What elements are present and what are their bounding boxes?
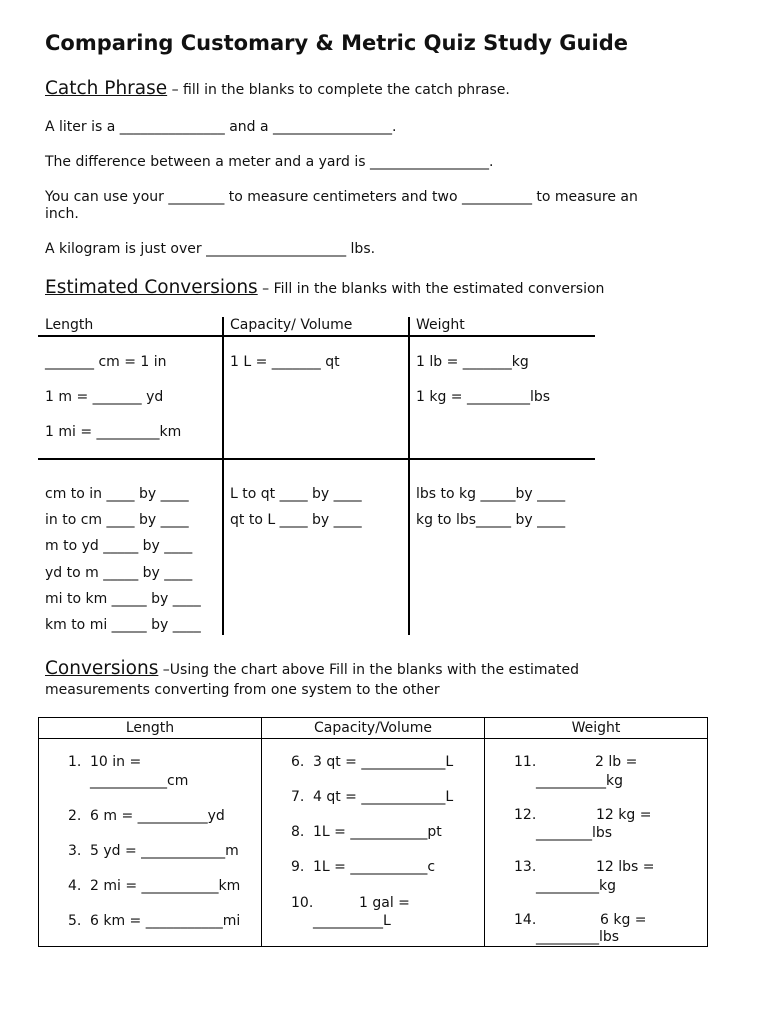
conversion-item: 3 qt = ____________L [313,754,454,770]
conversion-item: 10 in = [90,754,142,770]
conversion-item-cont: _________lbs [536,929,620,945]
conversion-item-cont: _________kg [536,878,616,894]
conversion-item-number: 2. [68,808,82,824]
weight-equivalence: 1 lb = _______kg [416,354,529,370]
conversion-item: 2 mi = ___________km [90,878,241,894]
capacity-rule: L to qt ____ by ____ [230,486,362,502]
conversion-item-number: 4. [68,878,82,894]
estimated-col-capacity: Capacity/ Volume [230,317,353,333]
catch-phrase-heading: Catch Phrase [45,78,168,99]
conversion-item-number: 7. [291,789,305,805]
conversion-item-number: 5. [68,913,82,929]
length-rule: km to mi _____ by ____ [45,617,201,633]
conversion-item-cont: __________kg [536,773,623,789]
conversion-item: 6 kg = [600,912,647,928]
conversion-item-number: 9. [291,859,305,875]
conversion-item: 5 yd = ____________m [90,843,239,859]
conversion-item: 12 kg = [596,807,652,823]
estimated-heading: Estimated Conversions [45,277,258,298]
length-rule: m to yd _____ by ____ [45,538,193,554]
length-equivalence: _______ cm = 1 in [45,354,167,370]
conversions-col-divider-2 [484,718,485,946]
estimated-header-rule [38,335,595,337]
conversion-item: 4 qt = ____________L [313,789,454,805]
conversions-col-weight: Weight [571,720,621,736]
weight-rule: lbs to kg _____by ____ [416,486,566,502]
estimated-col-length: Length [45,317,94,333]
estimated-description: – Fill in the blanks with the estimated conversion [257,281,605,297]
conversions-heading: Conversions [45,658,159,679]
conversion-item: 6 m = __________yd [90,808,225,824]
conversion-item: 12 lbs = [596,859,655,875]
estimated-col-divider-1 [222,317,224,635]
length-rule: cm to in ____ by ____ [45,486,189,502]
catch-phrase-line-3: You can use your ________ to measure centimeters and two __________ to measure an [45,189,638,205]
weight-rule: kg to lbs_____ by ____ [416,512,566,528]
conversion-item-number: 11. [514,754,537,770]
conversions-section-heading [45,658,579,679]
conversions-header-rule [39,738,707,739]
length-rule: yd to m _____ by ____ [45,565,193,581]
conversions-description-2: measurements converting from one system to the other [45,682,440,698]
conversion-item-cont: ________lbs [536,825,613,841]
conversion-item-cont: __________L [313,913,391,929]
conversions-table [38,717,708,947]
catch-phrase-description: – fill in the blanks to complete the catch phrase. [167,82,510,98]
conversion-item-number: 12. [514,807,537,823]
conversions-col-divider-1 [261,718,262,946]
estimated-mid-rule [38,458,595,460]
catch-phrase-line-3-cont: inch. [45,206,79,222]
conversion-item-number: 3. [68,843,82,859]
estimated-col-weight: Weight [416,317,465,333]
conversion-item: 6 km = ___________mi [90,913,241,929]
conversion-item-number: 8. [291,824,305,840]
conversion-item-number: 14. [514,912,537,928]
capacity-equivalence: 1 L = _______ qt [230,354,340,370]
catch-phrase-line-1: A liter is a _______________ and a _________________. [45,119,397,135]
page-title: Comparing Customary & Metric Quiz Study Guide [45,31,628,55]
conversion-item-number: 1. [68,754,82,770]
conversion-item: 1 gal = [359,895,410,911]
conversion-item-cont: ___________cm [90,773,189,789]
conversion-item: 1L = ___________pt [313,824,442,840]
conversions-col-length: Length [125,720,175,736]
conversion-item-number: 13. [514,859,537,875]
catch-phrase-section-heading [45,78,510,99]
length-rule: in to cm ____ by ____ [45,512,189,528]
conversion-item: 1L = ___________c [313,859,436,875]
length-equivalence: 1 mi = _________km [45,424,182,440]
estimated-col-divider-2 [408,317,410,635]
conversions-col-capacity: Capacity/Volume [314,720,432,736]
conversion-item: 2 lb = [595,754,638,770]
weight-equivalence: 1 kg = _________lbs [416,389,551,405]
estimated-section-heading [45,277,604,298]
conversion-item-number: 6. [291,754,305,770]
length-equivalence: 1 m = _______ yd [45,389,164,405]
conversions-description: –Using the chart above Fill in the blanks with the estimated [158,662,580,678]
length-rule: mi to km _____ by ____ [45,591,201,607]
conversion-item-number: 10. [291,895,314,911]
capacity-rule: qt to L ____ by ____ [230,512,362,528]
catch-phrase-line-4: A kilogram is just over ____________________ lbs. [45,241,376,257]
catch-phrase-line-2: The difference between a meter and a yard is _________________. [45,154,494,170]
